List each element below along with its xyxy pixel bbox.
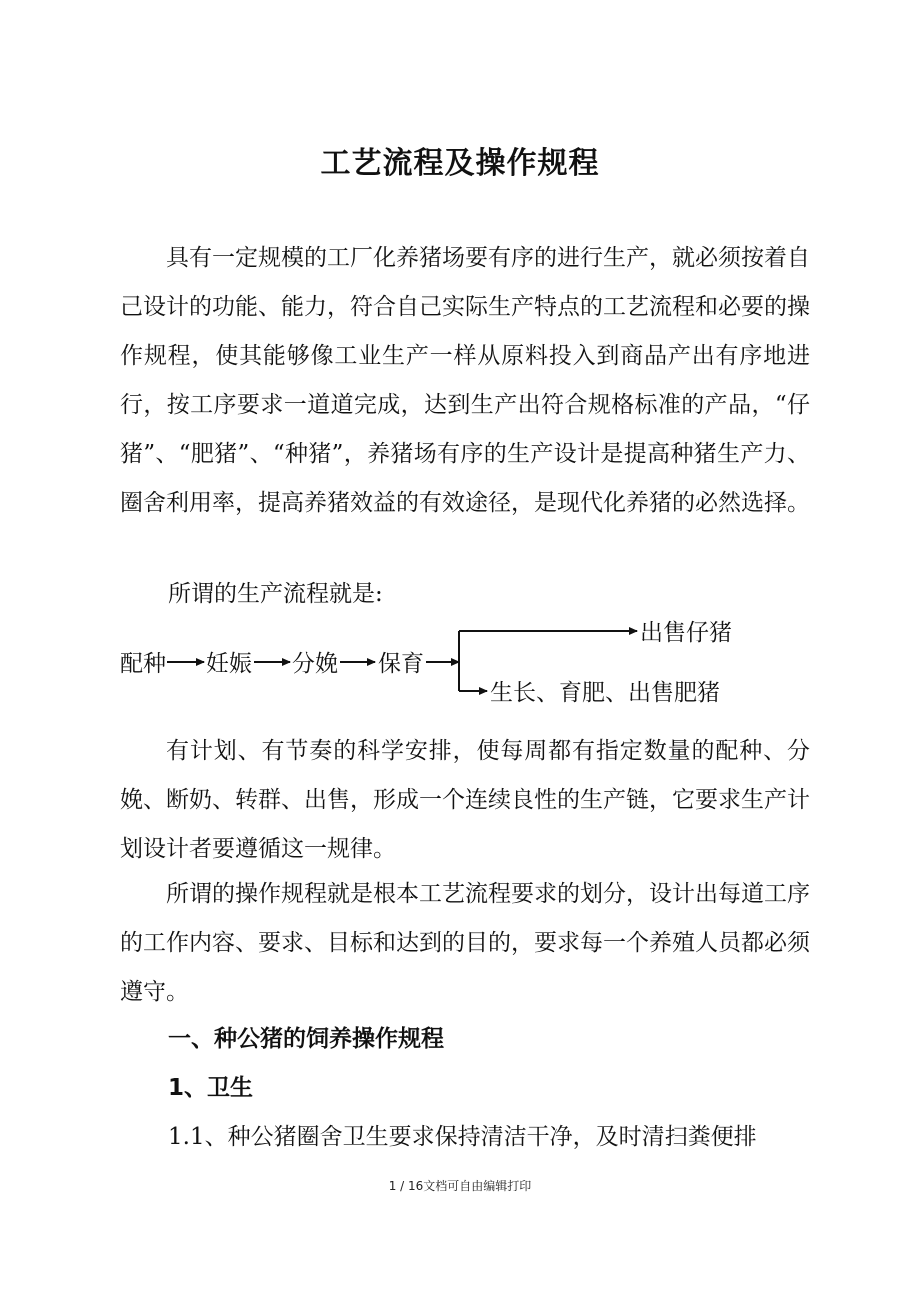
rules-paragraph: 所谓的操作规程就是根本工艺流程要求的划分，设计出每道工序的工作内容、要求、目标和达到的目的，要求每一个养殖人员都必须遵守。 xyxy=(120,881,810,1005)
section-heading-boar: 一、种公猪的饲养操作规程 xyxy=(168,1026,444,1052)
flow-step-gestation: 妊娠 xyxy=(206,651,252,677)
plan-paragraph: 有计划、有节奏的科学安排，使每周都有指定数量的配种、分娩、断奶、转群、出售，形成一个连续良性的生产链，它要求生产计划设计者要遵循这一规律。 xyxy=(120,738,810,862)
subsection-heading-hygiene: 1、卫生 xyxy=(168,1075,254,1101)
flow-intro-text: 所谓的生产流程就是: xyxy=(168,581,383,607)
flow-branch-finishing: 生长、育肥、出售肥猪 xyxy=(490,680,720,706)
flow-step-mating: 配种 xyxy=(120,651,166,677)
flow-step-nursery: 保育 xyxy=(378,651,424,677)
flow-step-farrowing: 分娩 xyxy=(292,651,338,677)
flow-branch-sell-piglets: 出售仔猪 xyxy=(640,620,732,646)
page-footer: 1 / 16文档可自由编辑打印 xyxy=(388,1179,532,1193)
intro-paragraph: 具有一定规模的工厂化养猪场要有序的进行生产，就必须按着自己设计的功能、能力，符合自己实际生产特点的工艺流程和必要的操作规程，使其能够像工业生产一样从原料投入到商品产出有序地进行，按工序要求一道道完成，达到生产出符合规格标准的产品，“仔猪”、“肥猪”、“种猪”，养猪场有序的生产设计是提高种猪生产力、圈舍利用率，提高养猪效益的有效途径，是现代化养猪的必然选择。 xyxy=(120,245,810,516)
page-title: 工艺流程及操作规程 xyxy=(320,146,600,181)
item-1-1-text: 1.1、种公猪圈舍卫生要求保持清洁干净，及时清扫粪便排 xyxy=(168,1124,757,1150)
